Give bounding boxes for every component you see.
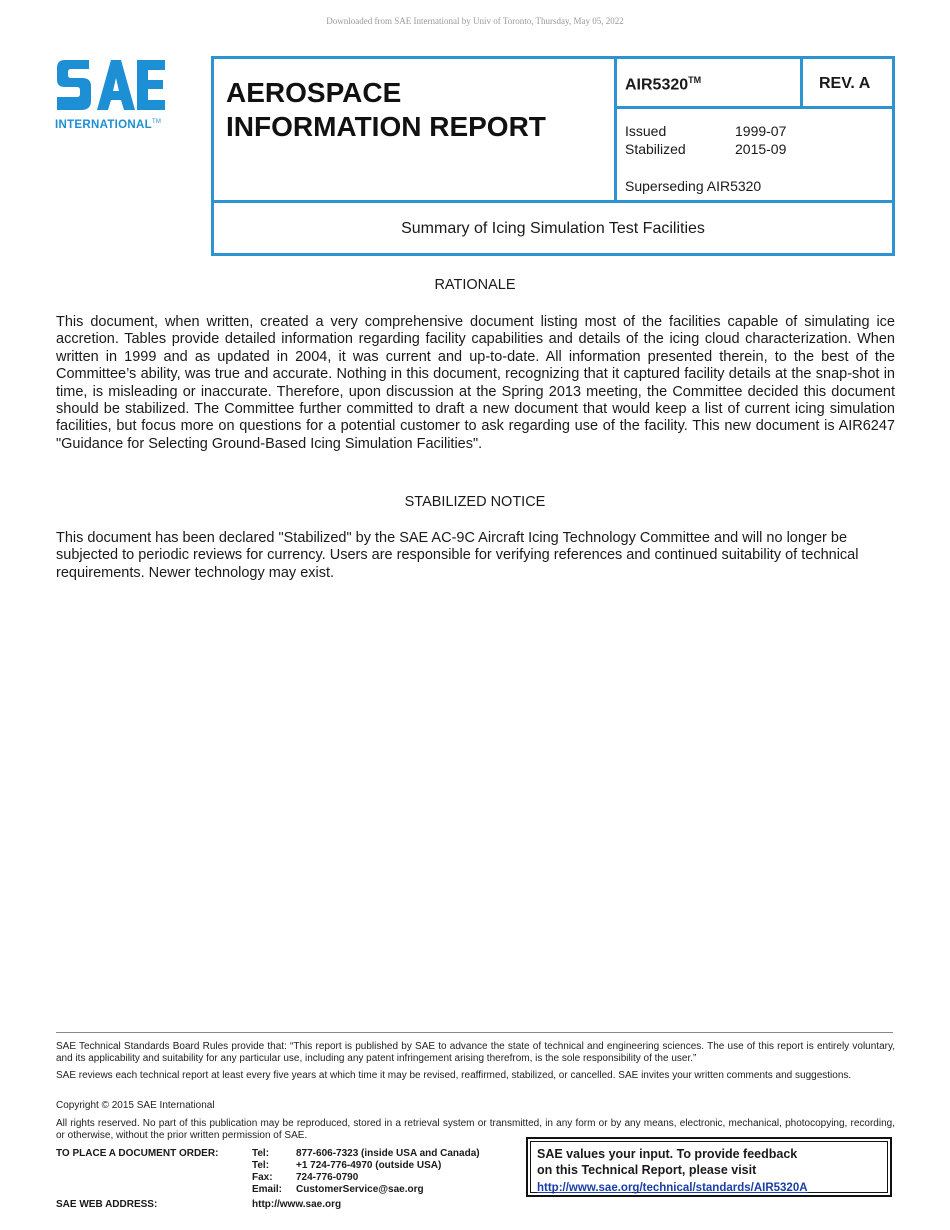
stabilized-value: 2015-09: [735, 141, 787, 157]
rights-notice: All rights reserved. No part of this publication may be reproduced, stored in a retrieval system or transmitted, in any form or by any means, electronic, mechanical, photocopying, recording, or otherwise, without the prior written permission of SAE.: [56, 1118, 895, 1141]
review-notice: SAE reviews each technical report at least every five years at which time it may be revised, reaffirmed, stabilized, or cancelled. SAE invites your written comments and suggestions.: [56, 1070, 852, 1081]
contact-row: Tel: +1 724-776-4970 (outside USA): [252, 1160, 442, 1171]
stabilized-notice-heading: STABILIZED NOTICE: [404, 494, 546, 510]
web-address-label: SAE WEB ADDRESS:: [56, 1199, 158, 1210]
document-type: [214, 59, 617, 203]
rationale-heading: RATIONALE: [434, 277, 516, 293]
document-number: AIR5320™: [617, 59, 803, 109]
sae-logo: [55, 56, 185, 136]
email-link[interactable]: CustomerService@sae.org: [296, 1184, 424, 1195]
download-note: Downloaded from SAE International by Univ of Toronto, Thursday, May 05, 2022: [326, 16, 624, 26]
fax-number: 724-776-0790: [296, 1172, 359, 1183]
phone-link[interactable]: +1 724-776-4970 (outside USA): [296, 1160, 442, 1171]
document-type-line-2: INFORMATION REPORT: [226, 111, 546, 142]
stabilized-label: Stabilized: [625, 141, 686, 157]
feedback-link[interactable]: http://www.sae.org/technical/standards/AIR5320A: [537, 1182, 808, 1194]
document-type-line-1: AEROSPACE: [226, 77, 402, 108]
revision: REV. A: [803, 59, 892, 109]
document-dates: [617, 109, 892, 203]
sae-logo-mark: [55, 56, 167, 114]
stabilized-notice-text: This document has been declared "Stabilized" by the SAE AC-9C Aircraft Icing Technology Committee and will no longer be subjected to periodic reviews for currency. Users are responsible for verifying references and continued suitability of technical requirements. Newer technology may exist.: [56, 530, 859, 581]
contact-row: Tel: 877-606-7323 (inside USA and Canada): [252, 1148, 480, 1159]
web-address-link[interactable]: http://www.sae.org: [252, 1199, 342, 1210]
issued-value: 1999-07: [735, 123, 787, 139]
contact-row: Email: CustomerService@sae.org: [252, 1184, 424, 1195]
feedback-box: [526, 1137, 892, 1197]
feedback-text-line-1: SAE values your input. To provide feedback: [537, 1147, 798, 1161]
copyright: Copyright © 2015 SAE International: [56, 1100, 215, 1111]
issued-label: Issued: [625, 123, 667, 139]
superseding: Superseding AIR5320: [625, 178, 762, 194]
order-label: TO PLACE A DOCUMENT ORDER:: [56, 1148, 219, 1159]
footer-divider: [56, 1032, 893, 1033]
document-header: [211, 56, 895, 256]
phone-link[interactable]: 877-606-7323 (inside USA and Canada): [296, 1148, 480, 1159]
feedback-text-line-2: on this Technical Report, please visit: [537, 1163, 757, 1177]
order-contacts: [252, 1148, 480, 1196]
rules-notice: SAE Technical Standards Board Rules provide that: “This report is published by SAE to advance the state of technical and engineering sciences. The use of this report is entirely voluntary, and its applicability and suitability for any particular use, including any patent infringement arising therefrom, is the sole responsibility of the user.”: [56, 1041, 895, 1064]
logo-subtitle: INTERNATIONAL™: [55, 119, 162, 131]
document-subject: Summary of Icing Simulation Test Facilities: [401, 220, 705, 237]
rationale-text: This document, when written, created a very comprehensive document listing most of the facilities capable of simulating ice accretion. Tables provide detailed information regarding facility capabilities and details of the icing cloud characterization. When written in 1999 and as updated in 2004, it was current and up-to-date. All information presented therein, to the best of the Committee’s ability, was true and accurate. Nothing in this document, recognizing that it captured facility details at the snap-shot in time, is misleading or inaccurate. Therefore, upon discussion at the Spring 2013 meeting, the Committee decided this document should be stabilized. The Committee further committed to draft a new document that would keep a list of current icing simulation facilities, but focus more on questions for a potential customer to ask regarding use of the facility. This new document is AIR6247 "Guidance for Selecting Ground-Based Icing Simulation Facilities".: [56, 314, 895, 452]
contact-row: Fax: 724-776-0790: [252, 1172, 359, 1183]
